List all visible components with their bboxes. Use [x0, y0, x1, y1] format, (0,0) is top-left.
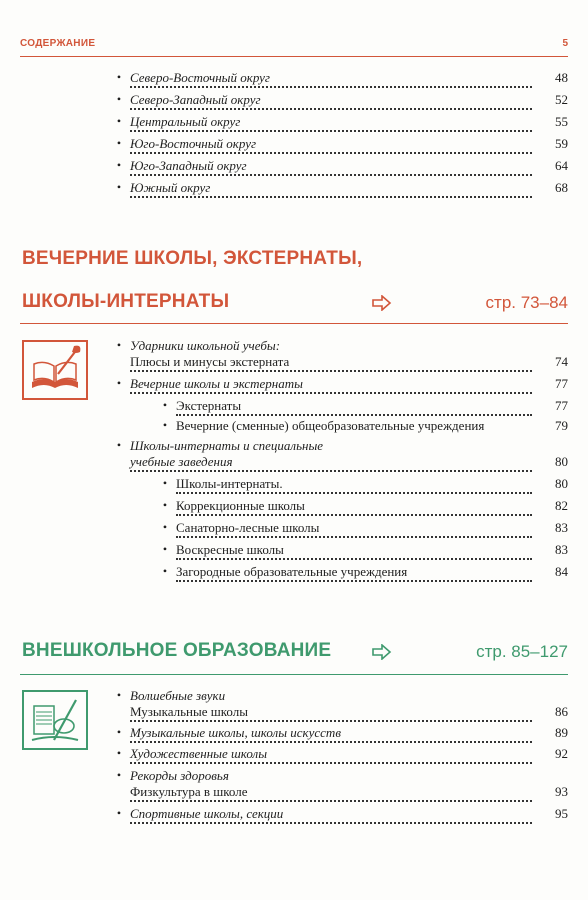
section-rule — [20, 674, 568, 675]
leader-dots — [176, 498, 532, 516]
toc-label: Юго-Западный округ — [130, 158, 250, 174]
toc-subentry[interactable] — [0, 396, 588, 418]
section-pages[interactable]: стр. 73–84 — [485, 293, 568, 312]
leader-dots — [130, 354, 532, 372]
toc-page: 86 — [555, 704, 568, 719]
toc-label: Спортивные школы, секции — [130, 806, 286, 822]
toc-page: 89 — [555, 725, 568, 740]
toc-page: 83 — [555, 520, 568, 535]
header-title: СОДЕРЖАНИЕ — [20, 38, 96, 49]
bullet-icon: • — [116, 338, 122, 352]
toc-entry[interactable] — [0, 68, 588, 90]
bullet-icon: • — [162, 520, 168, 534]
leader-dots — [130, 376, 532, 394]
bullet-icon: • — [116, 688, 122, 702]
bullet-icon: • — [116, 70, 122, 84]
toc-subentry[interactable] — [0, 518, 588, 540]
toc-page: 92 — [555, 746, 568, 761]
arrow-right-icon — [372, 644, 392, 660]
toc-page: 82 — [555, 498, 568, 513]
bullet-icon: • — [116, 806, 122, 820]
bullet-icon: • — [116, 746, 122, 760]
bullet-icon: • — [116, 92, 122, 106]
toc-entry[interactable] — [0, 352, 588, 374]
toc-label: Школы-интернаты. — [176, 476, 286, 492]
toc-page: 84 — [555, 564, 568, 579]
toc-subentry[interactable] — [0, 474, 588, 496]
leader-dots — [130, 158, 532, 176]
leader-dots — [176, 398, 532, 416]
toc-entry[interactable] — [0, 702, 588, 724]
leader-dots — [176, 542, 532, 560]
toc-page: 80 — [555, 476, 568, 491]
toc-label: Вечерние (сменные) общеобразовательные учреждения — [176, 418, 487, 434]
toc-heading-text: Волшебные звуки — [130, 688, 228, 704]
toc-label: Художественные школы — [130, 746, 270, 762]
toc-label: Санаторно-лесные школы — [176, 520, 322, 536]
toc-label: Плюсы и минусы экстерната — [130, 354, 292, 370]
toc-page: 79 — [555, 418, 568, 433]
bullet-icon: • — [116, 768, 122, 782]
bullet-icon: • — [116, 158, 122, 172]
bullet-icon: • — [116, 114, 122, 128]
toc-page: 77 — [555, 376, 568, 391]
toc-entry[interactable] — [0, 156, 588, 178]
leader-dots — [130, 136, 532, 154]
toc-page: 83 — [555, 542, 568, 557]
toc-label: Воскресные школы — [176, 542, 287, 558]
bullet-icon: • — [162, 542, 168, 556]
toc-heading-text: Школы-интернаты и специальные — [130, 438, 326, 454]
toc-label: Физкультура в школе — [130, 784, 251, 800]
toc-subentry[interactable] — [0, 540, 588, 562]
leader-dots — [130, 704, 532, 722]
toc-page: 95 — [555, 806, 568, 821]
toc-label: учебные заведения — [130, 454, 236, 470]
toc-entry[interactable] — [0, 134, 588, 156]
toc-heading-text: Рекорды здоровья — [130, 768, 232, 784]
leader-dots — [130, 806, 532, 824]
toc-subentry[interactable] — [0, 562, 588, 584]
toc-label: Южный округ — [130, 180, 213, 196]
toc-label: Северо-Западный округ — [130, 92, 264, 108]
toc-entry[interactable] — [0, 452, 588, 474]
toc-label: Вечерние школы и экстернаты — [130, 376, 306, 392]
toc-page: 68 — [555, 180, 568, 195]
toc-label: Коррекционные школы — [176, 498, 308, 514]
toc-page: 52 — [555, 92, 568, 107]
bullet-icon: • — [116, 136, 122, 150]
toc-page: 48 — [555, 70, 568, 85]
leader-dots — [176, 564, 532, 582]
toc-page: 93 — [555, 784, 568, 799]
bullet-icon: • — [162, 398, 168, 412]
bullet-icon: • — [116, 438, 122, 452]
leader-dots — [130, 114, 532, 132]
leader-dots — [176, 520, 532, 538]
bullet-icon: • — [116, 725, 122, 739]
header-page-number: 5 — [562, 38, 568, 49]
toc-label: Северо-Восточный округ — [130, 70, 273, 86]
toc-entry[interactable] — [0, 112, 588, 134]
toc-entry[interactable] — [0, 744, 588, 766]
toc-entry[interactable] — [0, 723, 588, 745]
toc-page: 77 — [555, 398, 568, 413]
section-pages[interactable]: стр. 85–127 — [476, 642, 568, 661]
bullet-icon: • — [162, 418, 168, 432]
section-title-boarding-schools: ШКОЛЫ-ИНТЕРНАТЫ — [22, 291, 230, 312]
toc-entry[interactable] — [0, 178, 588, 200]
toc-subentry[interactable] — [0, 416, 588, 438]
toc-page: 80 — [555, 454, 568, 469]
leader-dots — [176, 476, 532, 494]
leader-dots — [130, 180, 532, 198]
header-rule — [20, 56, 568, 57]
toc-entry[interactable] — [0, 782, 588, 804]
leader-dots — [130, 454, 532, 472]
toc-subentry[interactable] — [0, 496, 588, 518]
toc-entry[interactable] — [0, 90, 588, 112]
toc-label: Музыкальные школы — [130, 704, 251, 720]
toc-label: Загородные образовательные учреждения — [176, 564, 410, 580]
bullet-icon: • — [162, 476, 168, 490]
bullet-icon: • — [116, 376, 122, 390]
toc-page: 74 — [555, 354, 568, 369]
arrow-right-icon — [372, 295, 392, 311]
section-rule — [20, 323, 568, 324]
leader-dots — [130, 725, 532, 743]
toc-entry[interactable] — [0, 374, 588, 396]
section-title-evening-schools: ВЕЧЕРНИЕ ШКОЛЫ, ЭКСТЕРНАТЫ, — [22, 248, 363, 269]
toc-label: Экстернаты — [176, 398, 244, 414]
toc-heading-text: Ударники школьной учебы: — [130, 338, 283, 354]
toc-label: Юго-Восточный округ — [130, 136, 259, 152]
leader-dots — [130, 746, 532, 764]
toc-page: 59 — [555, 136, 568, 151]
toc-page: 64 — [555, 158, 568, 173]
page-header — [20, 38, 568, 54]
section-title-extracurricular: ВНЕШКОЛЬНОЕ ОБРАЗОВАНИЕ — [22, 640, 332, 661]
bullet-icon: • — [162, 564, 168, 578]
toc-label: Музыкальные школы, школы искусств — [130, 725, 344, 741]
toc-page: 55 — [555, 114, 568, 129]
leader-dots — [130, 92, 532, 110]
toc-label: Центральный округ — [130, 114, 243, 130]
bullet-icon: • — [116, 180, 122, 194]
leader-dots — [130, 784, 532, 802]
bullet-icon: • — [162, 498, 168, 512]
toc-entry[interactable] — [0, 804, 588, 826]
leader-dots — [130, 70, 532, 88]
